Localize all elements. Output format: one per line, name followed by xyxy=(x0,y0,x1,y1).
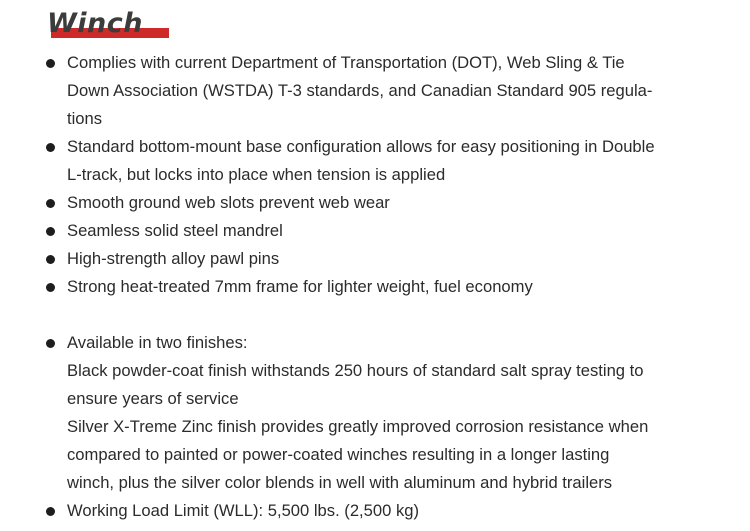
list-item xyxy=(0,497,750,525)
list-item xyxy=(0,189,750,217)
bullet-icon xyxy=(46,143,55,152)
heading-title: Winch xyxy=(47,8,143,39)
bullet-icon xyxy=(46,507,55,516)
list-item-text: ensure years of service xyxy=(67,389,239,408)
feature-list xyxy=(0,49,750,525)
list-item-text: compared to painted or power-coated winches resulting in a longer lasting xyxy=(67,445,610,464)
bullet-icon xyxy=(46,199,55,208)
list-item-text: High-strength alloy pawl pins xyxy=(67,249,280,268)
bullet-icon xyxy=(46,283,55,292)
list-item xyxy=(0,329,750,497)
list-item xyxy=(0,245,750,273)
list-item-text: Smooth ground web slots prevent web wear xyxy=(67,193,390,212)
section-heading xyxy=(47,8,143,42)
list-item-text: Silver X-Treme Zinc finish provides greatly improved corrosion resistance when xyxy=(67,417,649,436)
list-item-text: winch, plus the silver color blends in well with aluminum and hybrid trailers xyxy=(67,473,613,492)
list-item-text: Working Load Limit (WLL): 5,500 lbs. (2,500 kg) xyxy=(67,501,420,520)
list-item-text: Seamless solid steel mandrel xyxy=(67,221,283,240)
bullet-icon xyxy=(46,339,55,348)
list-item-text: Available in two finishes: xyxy=(67,333,248,352)
list-item-text: L-track, but locks into place when tension is applied xyxy=(67,165,446,184)
list-item xyxy=(0,133,750,189)
list-item-text: Standard bottom-mount base configuration allows for easy positioning in Double xyxy=(67,137,655,156)
list-item-text: Black powder-coat finish withstands 250 hours of standard salt spray testing to xyxy=(67,361,644,380)
list-item xyxy=(0,49,750,133)
list-item-text: Strong heat-treated 7mm frame for lighter weight, fuel economy xyxy=(67,277,533,296)
list-item-text: Down Association (WSTDA) T-3 standards, and Canadian Standard 905 regula- xyxy=(67,81,653,100)
list-item-text: tions xyxy=(67,109,103,128)
bullet-icon xyxy=(46,59,55,68)
list-item xyxy=(0,273,750,301)
list-item-text: Complies with current Department of Transportation (DOT), Web Sling & Tie xyxy=(67,53,625,72)
list-item xyxy=(0,217,750,245)
bullet-icon xyxy=(46,255,55,264)
bullet-icon xyxy=(46,227,55,236)
